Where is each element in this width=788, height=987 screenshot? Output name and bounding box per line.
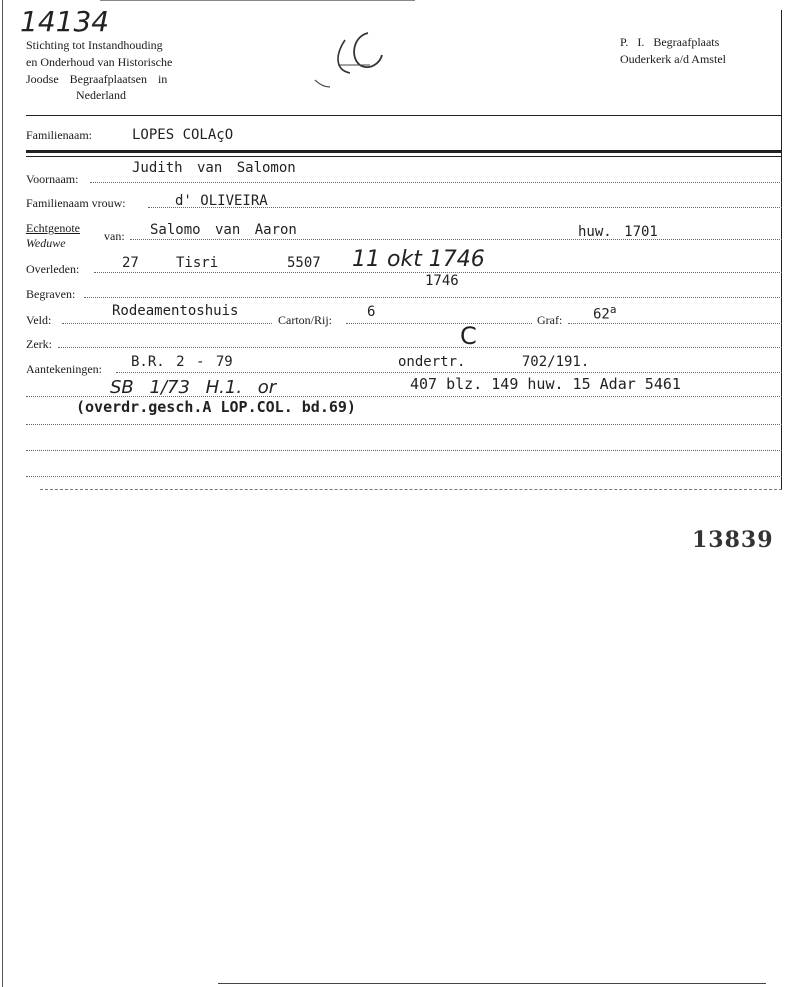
cemetery-line-1: P. I. Begraafplaats — [620, 35, 720, 49]
familienaam-label: Familienaam: — [26, 128, 92, 142]
aantekeningen-line1-right: ondertr. 702/191. — [398, 354, 590, 370]
top-rule — [100, 0, 415, 1]
overleden-year: 5507 — [287, 255, 321, 271]
aantekeningen-line1-left: B.R. 2 - 79 — [131, 354, 233, 370]
graf-value — [593, 303, 616, 323]
aantekeningen-dotted-line-3 — [26, 424, 782, 425]
echtgenote-dotted-line — [130, 239, 782, 240]
echtgenote-label: Echtgenote — [26, 221, 80, 235]
echtgenote-van-label: van: — [104, 229, 125, 243]
echtgenote-value: Salomo van Aaron — [150, 222, 297, 238]
name-rule-thick — [26, 150, 782, 153]
aantekeningen-dotted-line-1 — [116, 372, 782, 373]
archive-number: 13839 — [692, 527, 774, 553]
name-rule-thin — [26, 156, 782, 157]
card-number-handwritten: 14134 — [20, 5, 110, 38]
voornaam-label: Voornaam: — [26, 172, 79, 186]
aantekeningen-dotted-line-4 — [26, 450, 782, 451]
zerk-handwritten-mark: C — [460, 322, 477, 350]
graf-label: Graf: — [537, 313, 563, 327]
header-separator — [26, 115, 782, 116]
cemetery-line-2: Ouderkerk a/d Amstel — [620, 52, 726, 66]
overleden-day: 27 — [122, 255, 139, 271]
graf-number: 62 — [593, 306, 610, 323]
aantekeningen-line3: (overdr.gesch.A LOP.COL. bd.69) — [76, 398, 356, 416]
card-bottom-rule — [40, 489, 782, 490]
familienaam-vrouw-value: d' OLIVEIRA — [175, 193, 268, 209]
graf-suffix: a — [609, 303, 617, 316]
zerk-dotted-line — [58, 347, 782, 348]
bottom-rule — [218, 983, 766, 984]
zerk-label: Zerk: — [26, 337, 52, 351]
echtgenote-huw: huw. 1701 — [578, 224, 658, 240]
veld-label: Veld: — [26, 313, 52, 327]
foundation-line-1: Stichting tot Instandhouding — [26, 38, 163, 52]
aantekeningen-line2-right: 407 blz. 149 huw. 15 Adar 5461 — [410, 375, 681, 393]
graf-dotted-line — [568, 323, 782, 324]
aantekeningen-label: Aantekeningen: — [26, 362, 102, 376]
carton-value: 6 — [367, 304, 376, 320]
voornaam-dotted-line — [90, 182, 782, 183]
foundation-line-3: Joodse Begraafplaatsen in — [26, 72, 168, 86]
weduwe-label: Weduwe — [26, 236, 66, 250]
aantekeningen-handwritten: SB 1/73 H.1. or — [110, 377, 277, 398]
overleden-label: Overleden: — [26, 262, 80, 276]
familienaam-value: LOPES COLAçO — [132, 127, 234, 143]
foundation-line-2: en Onderhoud van Historische — [26, 55, 173, 69]
overleden-year-civil: 1746 — [425, 273, 459, 289]
voornaam-value: Judith van Salomon — [132, 160, 296, 176]
begraven-dotted-line — [84, 297, 782, 298]
aantekeningen-dotted-line-5 — [26, 476, 782, 477]
foundation-line-4: Nederland — [76, 88, 126, 102]
veld-dotted-line — [62, 323, 272, 324]
carton-dotted-line — [346, 323, 532, 324]
begraven-label: Begraven: — [26, 287, 76, 301]
scan-edge-left — [2, 0, 3, 987]
overleden-handwritten-date: 11 okt 1746 — [352, 247, 485, 272]
right-vertical-rule — [781, 10, 782, 490]
overleden-month: Tisri — [176, 255, 219, 271]
veld-value: Rodeamentoshuis — [112, 303, 239, 319]
carton-label: Carton/Rij: — [278, 313, 332, 327]
familienaam-vrouw-label: Familienaam vrouw: — [26, 196, 126, 210]
logo-emblem-icon — [310, 25, 400, 95]
